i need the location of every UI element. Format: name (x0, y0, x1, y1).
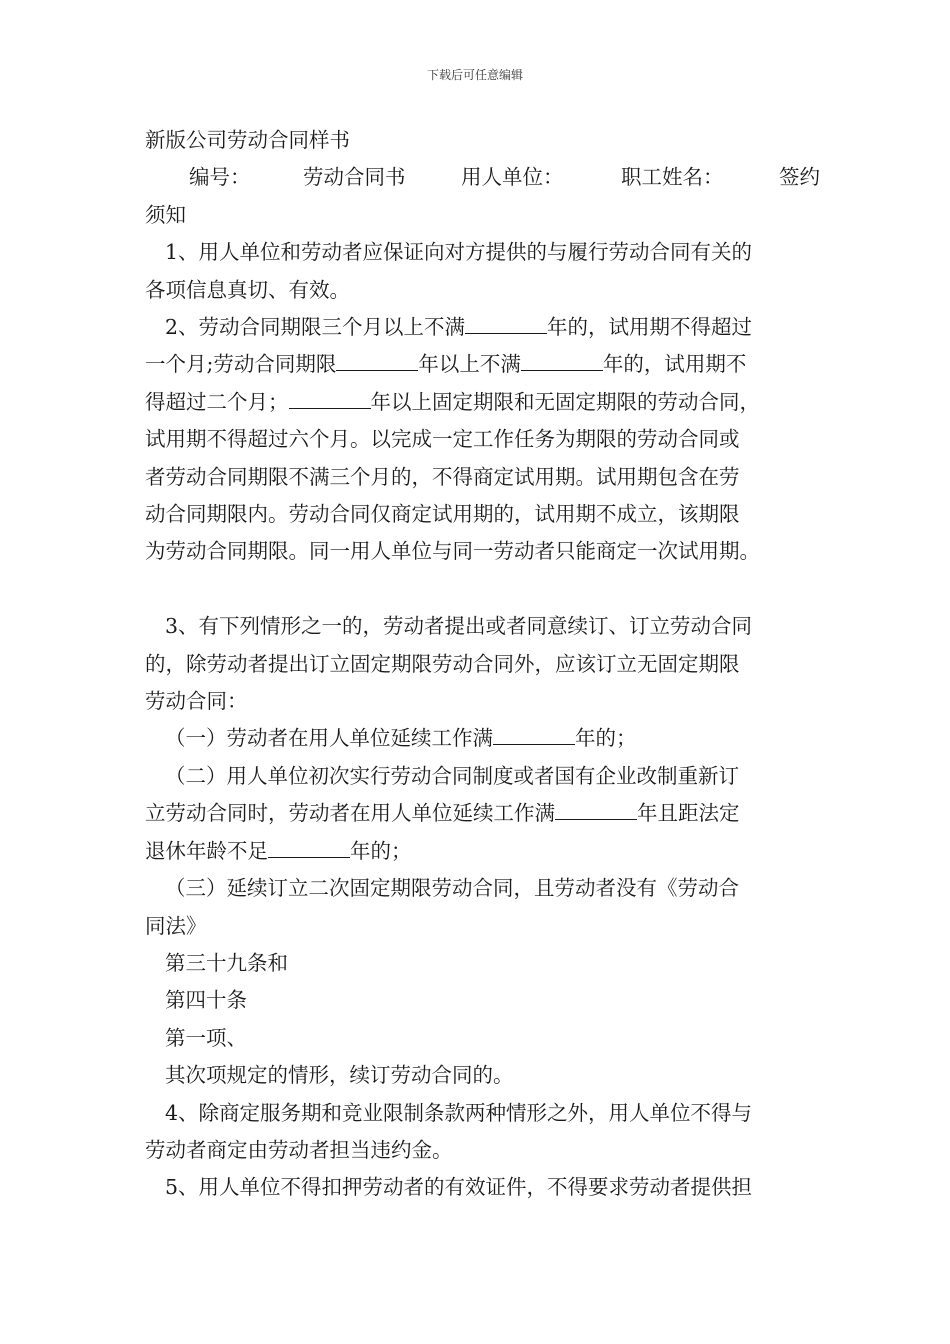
text-line (145, 1132, 825, 1169)
fill-in-blank[interactable] (465, 314, 547, 334)
document-title: 新版公司劳动合同样书 (145, 128, 350, 152)
text-segment: 3、有下列情形之一的，劳动者提出或者同意续订、订立劳动合同 (165, 614, 753, 639)
page-header: 下载后可任意编辑 (426, 68, 523, 82)
text-segment: 2、劳动合同期限三个月以上不满 (165, 315, 466, 340)
field-sign-label: 签约 (779, 165, 820, 190)
field-contract-label: 劳动合同书 (303, 165, 406, 190)
text-segment: 得超过二个月； (145, 389, 289, 414)
text-segment: 年以上不满 (418, 352, 521, 377)
text-line (145, 908, 825, 945)
fill-in-blank[interactable] (336, 351, 418, 371)
text-line (145, 197, 825, 234)
fill-in-blank[interactable] (521, 351, 603, 371)
text-segment: 年的； (350, 838, 412, 863)
fill-in-blank[interactable] (289, 389, 371, 409)
text-segment: 者劳动合同期限不满三个月的，不得商定试用期。试用期包含在劳 (145, 464, 740, 489)
text-line (145, 533, 825, 570)
text-segment: 退休年龄不足 (145, 838, 268, 863)
text-line (145, 309, 825, 346)
text-segment: 须知 (145, 202, 186, 227)
text-segment: 同法》 (145, 913, 207, 938)
text-line (145, 833, 825, 870)
text-segment: 立劳动合同时，劳动者在用人单位延续工作满 (145, 801, 555, 826)
text-segment: 第一项、 (165, 1025, 247, 1050)
text-segment: 其次项规定的情形，续订劳动合同的。 (165, 1063, 514, 1088)
text-segment: （三）延续订立二次固定期限劳动合同，且劳动者没有《劳动合 (165, 876, 739, 901)
text-line (145, 720, 825, 757)
text-line (145, 384, 825, 421)
text-line (145, 795, 825, 832)
text-segment: 一个月;劳动合同期限 (145, 352, 337, 377)
text-line (145, 646, 825, 683)
text-line (145, 459, 825, 496)
text-segment: 各项信息真切、有效。 (145, 277, 350, 302)
fill-in-blank[interactable] (493, 725, 575, 745)
text-segment: 动合同期限内。劳动合同仅商定试用期的，试用期不成立，该期限 (145, 502, 740, 527)
text-line (145, 421, 825, 458)
text-segment: （二）用人单位初次实行劳动合同制度或者国有企业改制重新订 (165, 763, 739, 788)
document-paragraphs (145, 197, 825, 1207)
text-line (145, 496, 825, 533)
text-segment: 1、用人单位和劳动者应保证向对方提供的与履行劳动合同有关的 (165, 240, 753, 265)
fill-in-blank[interactable] (555, 800, 637, 820)
text-line (145, 608, 825, 645)
text-segment: （一）劳动者在用人单位延续工作满 (165, 726, 493, 751)
text-segment: 年的； (575, 726, 637, 751)
text-segment: 第四十条 (165, 988, 247, 1013)
text-line (145, 982, 825, 1019)
text-segment: 年的，试用期不 (602, 352, 747, 377)
field-employer-label: 用人单位： (461, 165, 564, 190)
text-segment: 5、用人单位不得扣押劳动者的有效证件，不得要求劳动者提供担 (165, 1175, 753, 1200)
text-segment: 为劳动合同期限。同一用人单位与同一劳动者只能商定一次试用期。 (145, 539, 760, 564)
field-row (145, 159, 825, 196)
text-line (145, 683, 825, 720)
text-line (145, 1020, 825, 1057)
text-line (145, 1169, 825, 1206)
field-employee-label: 职工姓名： (621, 165, 724, 190)
paragraph-spacer (145, 571, 825, 608)
text-segment: 的，除劳动者提出订立固定期限劳动合同外，应该订立无固定期限 (145, 651, 740, 676)
text-segment: 试用期不得超过六个月。以完成一定工作任务为期限的劳动合同或 (145, 427, 740, 452)
text-segment: 劳动者商定由劳动者担当违约金。 (145, 1137, 453, 1162)
text-segment: 劳动合同： (145, 689, 248, 714)
text-line (145, 234, 825, 271)
text-line (145, 945, 825, 982)
text-line (145, 1095, 825, 1132)
text-segment: 年以上固定期限和无固定期限的劳动合同， (370, 389, 760, 414)
text-line (145, 870, 825, 907)
field-number-label: 编号： (189, 165, 251, 190)
text-segment: 年且距法定 (637, 801, 740, 826)
text-line (145, 758, 825, 795)
text-line (145, 346, 825, 383)
document-body (145, 122, 825, 1207)
text-segment: 第三十九条和 (165, 950, 288, 975)
text-segment: 年的，试用期不得超过 (547, 315, 753, 340)
text-segment: 4、除商定服务期和竞业限制条款两种情形之外，用人单位不得与 (165, 1100, 753, 1125)
text-line (145, 1057, 825, 1094)
text-line (145, 272, 825, 309)
fill-in-blank[interactable] (268, 838, 350, 858)
